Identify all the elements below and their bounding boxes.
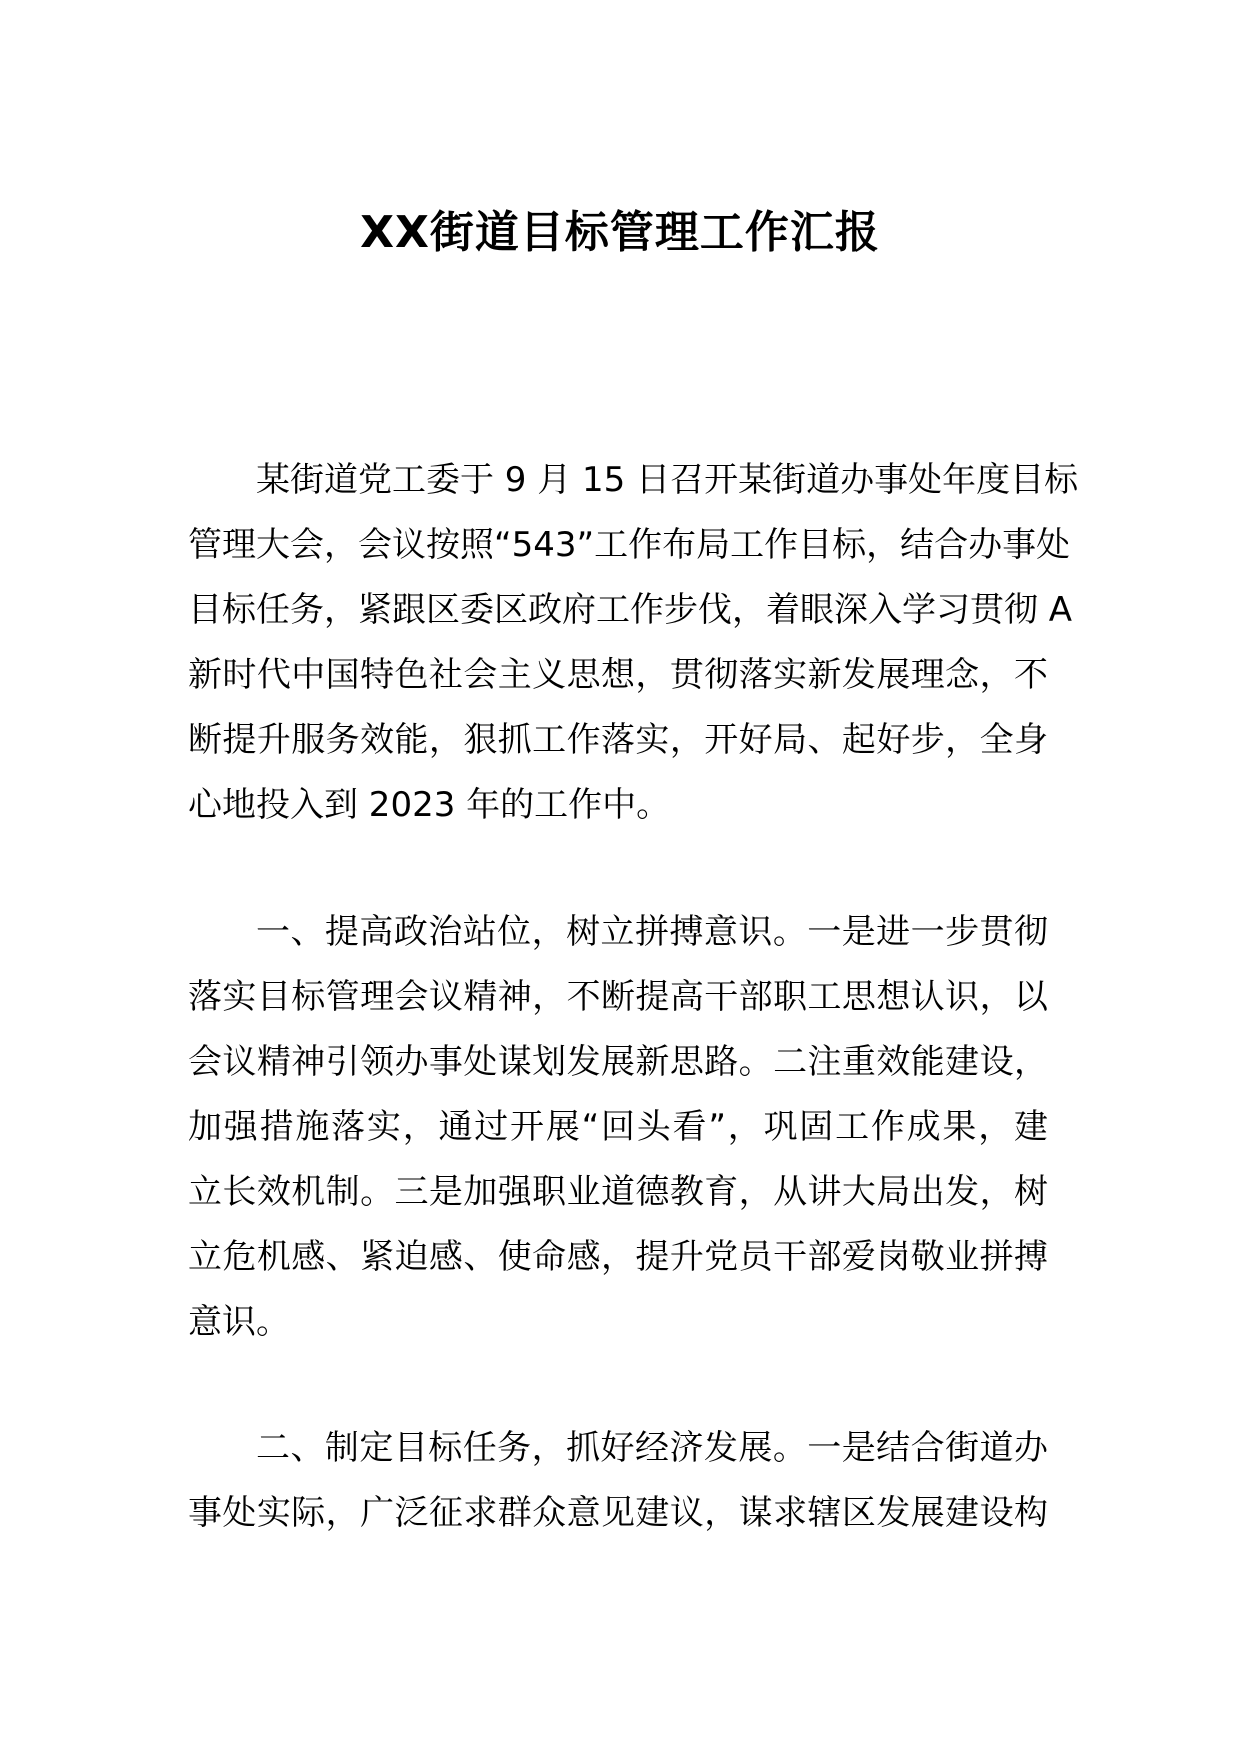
paragraph-line: 事处实际，广泛征求群众意见建议，谋求辖区发展建设构 <box>188 1493 1048 1533</box>
paragraph-line: 二、制定目标任务，抓好经济发展。一是结合街道办 <box>256 1428 1048 1468</box>
paragraph-line: 某街道党工委于 9 月 15 日召开某街道办事处年度目标 <box>256 460 1079 500</box>
paragraph-line: 加强措施落实，通过开展“回头看”，巩固工作成果，建 <box>188 1107 1048 1147</box>
paragraph-line: 立危机感、紧迫感、使命感，提升党员干部爱岗敬业拼搏 <box>188 1237 1048 1277</box>
paragraph-line: 落实目标管理会议精神，不断提高干部职工思想认识，以 <box>188 977 1048 1017</box>
paragraph-line: 断提升服务效能，狠抓工作落实，开好局、起好步，全身 <box>188 720 1048 760</box>
paragraph-section-two <box>188 1416 1048 1546</box>
paragraph-line: 新时代中国特色社会主义思想，贯彻落实新发展理念，不 <box>188 655 1048 695</box>
paragraph-line: 会议精神引领办事处谋划发展新思路。二注重效能建设， <box>188 1042 1048 1082</box>
paragraph-line: 意识。 <box>188 1302 290 1342</box>
paragraph-section-one <box>188 900 1048 1355</box>
paragraph-line: 一、提高政治站位，树立拼搏意识。一是进一步贯彻 <box>256 912 1048 952</box>
paragraph-line: 目标任务，紧跟区委区政府工作步伐，着眼深入学习贯彻 A <box>188 590 1073 630</box>
paragraph-line: 立长效机制。三是加强职业道德教育，从讲大局出发，树 <box>188 1172 1048 1212</box>
document-title: XX街道目标管理工作汇报 <box>360 207 880 258</box>
paragraph-line: 心地投入到 2023 年的工作中。 <box>188 785 671 825</box>
paragraph-line: 管理大会，会议按照“543”工作布局工作目标，结合办事处 <box>188 525 1071 565</box>
paragraph-intro <box>188 448 1079 838</box>
